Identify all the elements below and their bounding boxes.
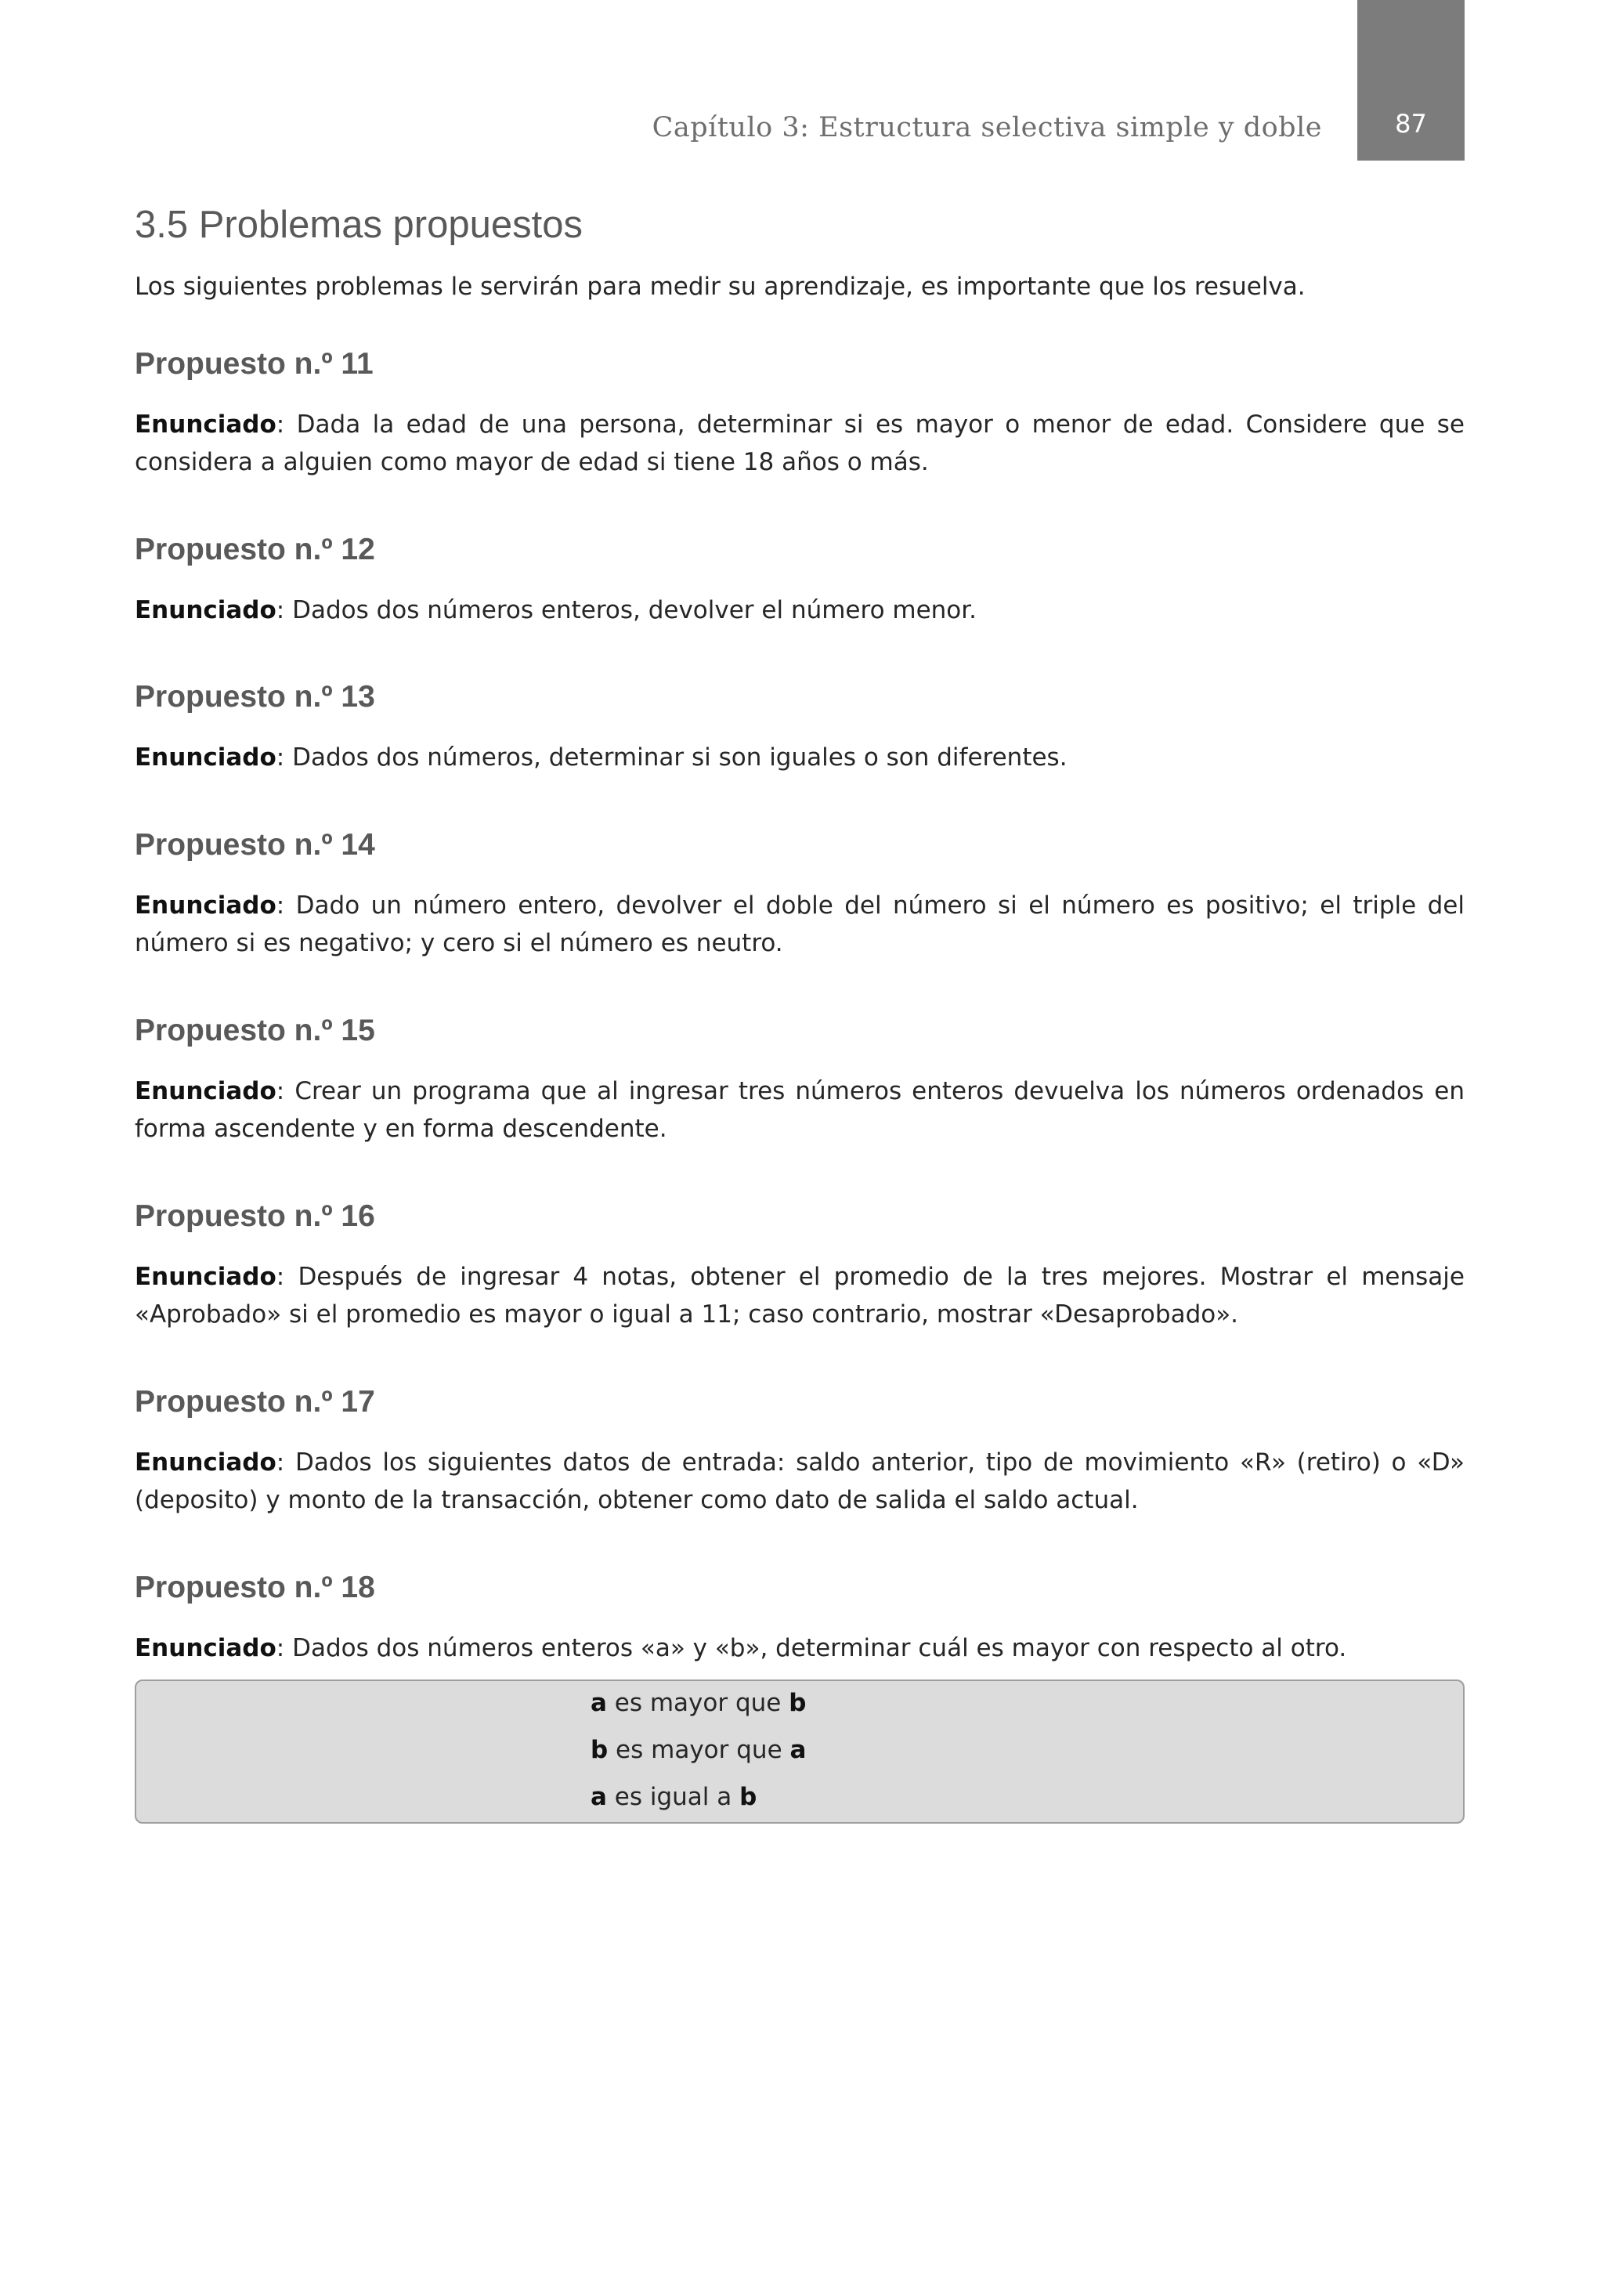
problem-statement: Enunciado: Crear un programa que al ingresar tres números enteros devuelva los números ordenados en forma ascendente y en forma descendente. xyxy=(135,1077,1465,1143)
page-content xyxy=(135,196,1465,1811)
statement-label: Enunciado xyxy=(135,1448,276,1477)
statement-text: Dada la edad de una persona, determinar si es mayor o menor de edad. Considere que se considera a alguien como mayor de edad si tiene 18 años o más. xyxy=(135,410,1465,476)
result-text: es mayor que xyxy=(606,1689,789,1717)
variable: b xyxy=(591,1736,609,1764)
statement-text: Dado un número entero, devolver el doble del número si el número es positivo; el triple del número si es negativo; y cero si el número es neutro. xyxy=(135,891,1465,957)
problem-statement: Enunciado: Dados dos números, determinar si son iguales o son diferentes. xyxy=(135,743,1068,772)
statement-label: Enunciado xyxy=(135,1077,276,1105)
result-box xyxy=(135,1680,1465,1824)
result-line xyxy=(591,1687,806,1719)
problem-12 xyxy=(135,530,1465,629)
statement-text: Dados dos números enteros «a» y «b», determinar cuál es mayor con respecto al otro. xyxy=(292,1634,1347,1662)
problem-title: Propuesto n.º 11 xyxy=(135,347,374,381)
statement-text: Dados los siguientes datos de entrada: saldo anterior, tipo de movimiento «R» (retiro) o «D» (deposito) y monto de la transacción, obtener como dato de salida el saldo actual. xyxy=(135,1448,1465,1514)
page-number: 87 xyxy=(1395,109,1427,139)
statement-label: Enunciado xyxy=(135,596,276,624)
statement-text: Después de ingresar 4 notas, obtener el promedio de la tres mejores. Mostrar el mensaje «Aprobado» si el promedio es mayor o igual a 11; caso contrario, mostrar «Desaprobado». xyxy=(135,1263,1465,1329)
statement-text: Dados dos números enteros, devolver el número menor. xyxy=(292,596,977,624)
statement-label: Enunciado xyxy=(135,1263,276,1291)
problem-statement: Enunciado: Dados dos números enteros, devolver el número menor. xyxy=(135,596,977,624)
section-intro: Los siguientes problemas le servirán para medir su aprendizaje, es importante que los resuelva. xyxy=(135,273,1306,301)
statement-label: Enunciado xyxy=(135,743,276,772)
variable: b xyxy=(739,1783,757,1811)
variable: a xyxy=(591,1689,607,1717)
problem-16 xyxy=(135,1197,1465,1333)
statement-label: Enunciado xyxy=(135,1634,276,1662)
variable: a xyxy=(591,1783,607,1811)
variable: a xyxy=(789,1736,807,1764)
statement-text: Dados dos números, determinar si son iguales o son diferentes. xyxy=(292,743,1068,772)
result-line xyxy=(591,1734,806,1766)
variable: b xyxy=(789,1689,807,1717)
statement-label: Enunciado xyxy=(135,891,276,920)
problem-statement: Enunciado: Después de ingresar 4 notas, obtener el promedio de la tres mejores. Mostrar el mensaje «Aprobado» si el promedio es mayor o igual a 11; caso contrario, mostrar «Desaprobado». xyxy=(135,1263,1465,1329)
statement-label: Enunciado xyxy=(135,410,276,439)
result-text: es mayor que xyxy=(608,1736,790,1764)
section-title: 3.5 Problemas propuestos xyxy=(135,204,583,246)
problem-15 xyxy=(135,1011,1465,1148)
problem-statement: Enunciado: Dados dos números enteros «a» y «b», determinar cuál es mayor con respecto al otro. xyxy=(135,1634,1347,1662)
statement-text: Crear un programa que al ingresar tres números enteros devuelva los números ordenados en forma ascendente y en forma descendente. xyxy=(135,1077,1465,1143)
problem-title: Propuesto n.º 16 xyxy=(135,1199,375,1233)
problem-14 xyxy=(135,826,1465,962)
problem-11 xyxy=(135,345,1465,481)
problem-title: Propuesto n.º 13 xyxy=(135,680,375,714)
problem-statement: Enunciado: Dada la edad de una persona, determinar si es mayor o menor de edad. Considere que se considera a alguien como mayor de edad si tiene 18 años o más. xyxy=(135,410,1465,476)
problem-title: Propuesto n.º 15 xyxy=(135,1014,375,1047)
problem-title: Propuesto n.º 14 xyxy=(135,828,375,862)
problem-title: Propuesto n.º 17 xyxy=(135,1385,375,1419)
problem-statement: Enunciado: Dado un número entero, devolver el doble del número si el número es positivo; el triple del número si es negativo; y cero si el número es neutro. xyxy=(135,891,1465,957)
problem-17 xyxy=(135,1383,1465,1519)
running-header: Capítulo 3: Estructura selectiva simple y doble xyxy=(652,112,1322,143)
result-line xyxy=(591,1781,757,1813)
result-text: es igual a xyxy=(606,1783,740,1811)
problem-title: Propuesto n.º 18 xyxy=(135,1571,375,1604)
problem-18 xyxy=(135,1568,1465,1667)
problem-title: Propuesto n.º 12 xyxy=(135,533,375,566)
problem-statement: Enunciado: Dados los siguientes datos de entrada: saldo anterior, tipo de movimiento «R» (retiro) o «D» (deposito) y monto de la transacción, obtener como dato de salida el saldo actual. xyxy=(135,1448,1465,1514)
problem-13 xyxy=(135,678,1465,776)
